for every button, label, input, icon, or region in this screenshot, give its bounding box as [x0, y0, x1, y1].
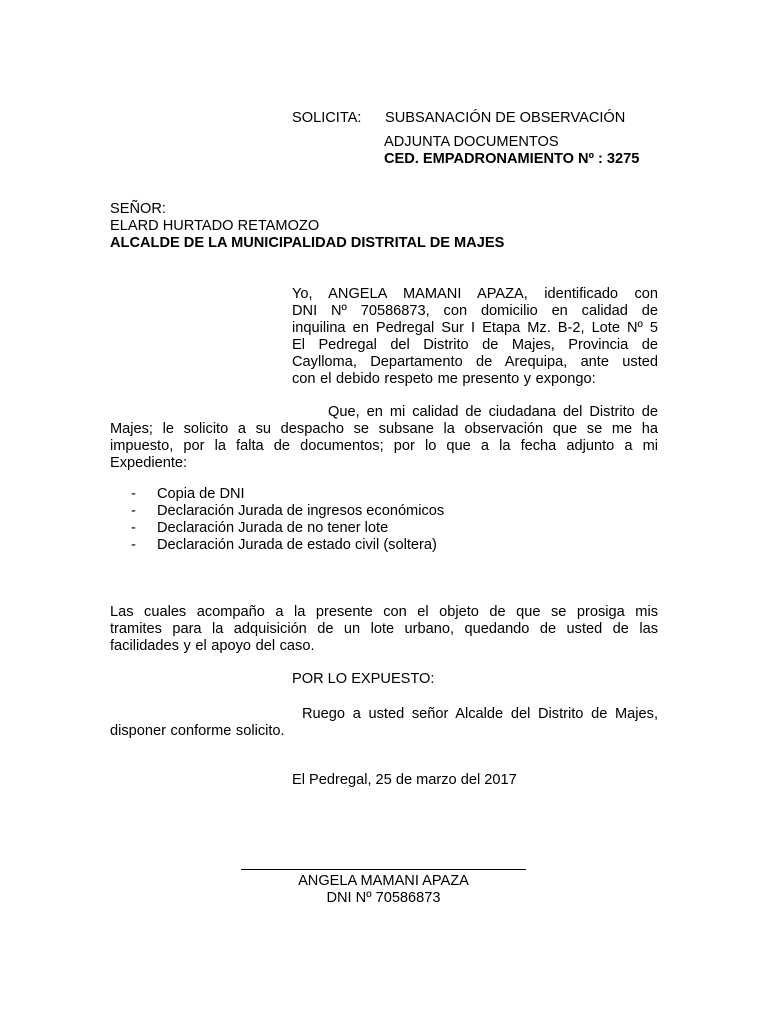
- bullet-dash: -: [131, 520, 136, 536]
- closing-paragraph: [110, 604, 658, 655]
- list-item-text: Declaración Jurada de estado civil (soltera): [157, 537, 437, 553]
- intro-line: con el debido respeto me presento y expongo:: [292, 371, 596, 387]
- por-lo-expuesto: POR LO EXPUESTO:: [292, 671, 435, 687]
- plea-paragraph: [110, 706, 658, 740]
- list-item-text: Declaración Jurada de no tener lote: [157, 520, 389, 536]
- request-line: Majes; le solicito a su despacho se subsane la observación que se me ha: [110, 421, 658, 437]
- intro-line: El Pedregal del Distrito de Majes, Provincia de: [292, 337, 658, 353]
- closing-line: facilidades y el apoyo del caso.: [110, 638, 315, 654]
- adjunta-documentos: ADJUNTA DOCUMENTOS: [384, 134, 559, 150]
- request-paragraph: [110, 404, 658, 472]
- request-line: Que, en mi calidad de ciudadana del Distrito de: [328, 404, 658, 420]
- salutation: SEÑOR:: [110, 201, 166, 217]
- plea-line: disponer conforme solicito.: [110, 723, 285, 739]
- recipient-title: ALCALDE DE LA MUNICIPALIDAD DISTRITAL DE MAJES: [110, 235, 505, 251]
- intro-line: inquilina en Pedregal Sur I Etapa Mz. B-2, Lote Nº 5: [292, 320, 658, 336]
- closing-line: tramites para la adquisición de un lote urbano, quedando de usted de las: [110, 621, 658, 637]
- bullet-dash: -: [131, 486, 136, 502]
- bullet-dash: -: [131, 537, 136, 553]
- signature-line: [241, 869, 526, 870]
- recipient-name: ELARD HURTADO RETAMOZO: [110, 218, 320, 234]
- list-item-text: Copia de DNI: [157, 486, 245, 502]
- list-item-text: Declaración Jurada de ingresos económicos: [157, 503, 445, 519]
- solicita-label: SOLICITA:: [292, 110, 362, 126]
- place-date: El Pedregal, 25 de marzo del 2017: [292, 772, 517, 788]
- intro-line: Caylloma, Departamento de Arequipa, ante usted: [292, 354, 658, 370]
- intro-line: Yo, ANGELA MAMANI APAZA, identificado con: [292, 286, 658, 302]
- solicita-value: SUBSANACIÓN DE OBSERVACIÓN: [385, 110, 626, 126]
- bullet-dash: -: [131, 503, 136, 519]
- request-line: Expediente:: [110, 455, 188, 471]
- signature-dni: DNI Nº 70586873: [326, 890, 441, 906]
- ced-empadronamiento: CED. EMPADRONAMIENTO Nº : 3275: [384, 151, 640, 167]
- signature-name: ANGELA MAMANI APAZA: [298, 873, 469, 889]
- closing-line: Las cuales acompaño a la presente con el objeto de que se prosiga mis: [110, 604, 658, 620]
- request-line: impuesto, por la falta de documentos; por lo que a la fecha adjunto a mi: [110, 438, 658, 454]
- intro-paragraph: [292, 286, 658, 388]
- plea-line: Ruego a usted señor Alcalde del Distrito de Majes,: [302, 706, 658, 722]
- intro-line: DNI Nº 70586873, con domicilio en calidad de: [292, 303, 658, 319]
